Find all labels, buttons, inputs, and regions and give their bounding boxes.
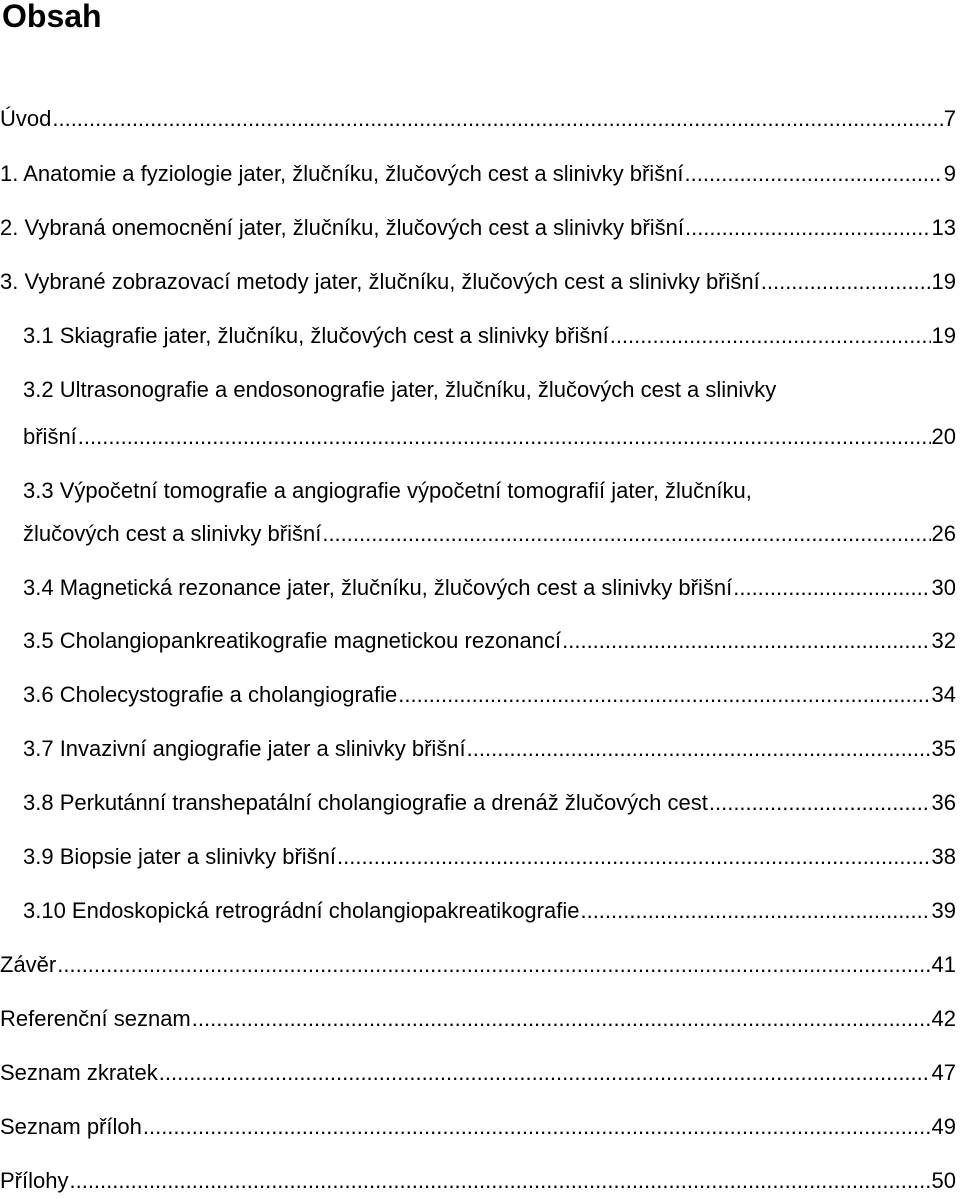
toc-entry-label: 3.9 Biopsie jater a slinivky břišní bbox=[23, 844, 337, 869]
dot-leader bbox=[192, 1005, 931, 1033]
toc-entry-page: 13 bbox=[931, 215, 956, 240]
toc-entry-label: Referenční seznam bbox=[0, 1006, 191, 1031]
toc-entry-label: Seznam zkratek bbox=[0, 1060, 158, 1085]
toc-entry-page: 42 bbox=[931, 1006, 956, 1031]
toc-entry-page: 30 bbox=[931, 575, 956, 600]
toc-entry-seznam-priloh[interactable] bbox=[0, 1113, 956, 1141]
dot-leader bbox=[761, 268, 931, 296]
toc-entry-section-3-4[interactable] bbox=[23, 574, 956, 602]
toc-entry-section-3-3-line1[interactable] bbox=[23, 477, 920, 505]
toc-entry-page: 7 bbox=[943, 106, 956, 131]
toc-entry-label: 3.7 Invazivní angiografie jater a slinivky břišní bbox=[23, 736, 466, 761]
dot-leader bbox=[69, 1167, 930, 1195]
toc-entry-label: 3.4 Magnetická rezonance jater, žlučníku, žlučových cest a slinivky břišní bbox=[23, 575, 733, 600]
dot-leader bbox=[685, 160, 943, 188]
toc-entry-label: 2. Vybraná onemocnění jater, žlučníku, žlučových cest a slinivky břišní bbox=[0, 215, 684, 240]
toc-entry-section-3-5[interactable] bbox=[23, 627, 956, 655]
dot-leader bbox=[709, 789, 931, 817]
toc-entry-label: 3.6 Cholecystografie a cholangiografie bbox=[23, 682, 398, 707]
toc-entry-page: 26 bbox=[931, 521, 956, 546]
dot-leader bbox=[398, 681, 930, 709]
toc-entry-referencni-seznam[interactable] bbox=[0, 1005, 956, 1033]
toc-entry-page: 20 bbox=[931, 424, 956, 449]
toc-entry-page: 34 bbox=[931, 682, 956, 707]
dot-leader bbox=[143, 1113, 931, 1141]
toc-entry-label: žlučových cest a slinivky břišní bbox=[23, 521, 322, 546]
toc-entry-page: 38 bbox=[931, 844, 956, 869]
dot-leader bbox=[467, 735, 931, 763]
toc-entry-section-3-6[interactable] bbox=[23, 681, 956, 709]
toc-entry-label: 1. Anatomie a fyziologie jater, žlučníku, žlučových cest a slinivky břišní bbox=[0, 161, 684, 186]
page-title: Obsah bbox=[2, 0, 102, 34]
toc-entry-section-3-2[interactable] bbox=[23, 423, 956, 451]
toc-entry-label: břišní bbox=[23, 424, 77, 449]
toc-entry-page: 49 bbox=[931, 1114, 956, 1139]
toc-entry-chapter-2[interactable] bbox=[0, 214, 956, 242]
dot-leader bbox=[337, 843, 930, 871]
toc-entry-label: 3.3 Výpočetní tomografie a angiografie výpočetní tomografií jater, žlučníku, bbox=[23, 478, 752, 503]
dot-leader bbox=[57, 951, 930, 979]
toc-entry-page: 47 bbox=[931, 1060, 956, 1085]
toc-entry-section-3-8[interactable] bbox=[23, 789, 956, 817]
toc-entry-zaver[interactable] bbox=[0, 951, 956, 979]
toc-entry-page: 32 bbox=[931, 628, 956, 653]
toc-entry-page: 19 bbox=[931, 269, 956, 294]
toc-entry-section-3-7[interactable] bbox=[23, 735, 956, 763]
toc-entry-page: 19 bbox=[931, 323, 956, 348]
toc-entry-page: 35 bbox=[931, 736, 956, 761]
toc-entry-chapter-1[interactable] bbox=[0, 160, 956, 188]
dot-leader bbox=[580, 897, 930, 925]
toc-entry-chapter-3[interactable] bbox=[0, 268, 956, 296]
dot-leader bbox=[322, 520, 930, 548]
toc-entry-page: 36 bbox=[931, 790, 956, 815]
toc-entry-label: Přílohy bbox=[0, 1168, 69, 1193]
dot-leader bbox=[685, 214, 931, 242]
toc-entry-section-3-3[interactable] bbox=[23, 520, 956, 548]
toc-entry-label: 3.8 Perkutánní transhepatální cholangiografie a drenáž žlučových cest bbox=[23, 790, 708, 815]
toc-entry-page: 50 bbox=[931, 1168, 956, 1193]
toc-entry-prilohy[interactable] bbox=[0, 1167, 956, 1195]
toc-entry-page: 39 bbox=[931, 898, 956, 923]
dot-leader bbox=[610, 322, 931, 350]
dot-leader bbox=[159, 1059, 931, 1087]
toc-entry-section-3-10[interactable] bbox=[23, 897, 956, 925]
toc-entry-label: 3.10 Endoskopická retrográdní cholangiopakreatikografie bbox=[23, 898, 580, 923]
toc-entry-uvod[interactable] bbox=[0, 105, 956, 133]
toc-entry-seznam-zkratek[interactable] bbox=[0, 1059, 956, 1087]
toc-entry-label: Seznam příloh bbox=[0, 1114, 142, 1139]
toc-entry-section-3-1[interactable] bbox=[23, 322, 956, 350]
toc-entry-section-3-9[interactable] bbox=[23, 843, 956, 871]
toc-entry-label: 3.2 Ultrasonografie a endosonografie jater, žlučníku, žlučových cest a slinivky bbox=[23, 377, 777, 402]
toc-entry-label: Úvod bbox=[0, 106, 52, 131]
toc-entry-page: 9 bbox=[943, 161, 956, 186]
dot-leader bbox=[52, 105, 942, 133]
toc-entry-page: 41 bbox=[931, 952, 956, 977]
dot-leader bbox=[78, 423, 931, 451]
toc-entry-label: 3. Vybrané zobrazovací metody jater, žlučníku, žlučových cest a slinivky břišní bbox=[0, 269, 760, 294]
toc-entry-label: 3.1 Skiagrafie jater, žlučníku, žlučových cest a slinivky břišní bbox=[23, 323, 609, 348]
dot-leader bbox=[562, 627, 930, 655]
toc-entry-label: Závěr bbox=[0, 952, 57, 977]
toc-entry-section-3-2-line1[interactable] bbox=[23, 376, 920, 404]
toc-entry-label: 3.5 Cholangiopankreatikografie magnetickou rezonancí bbox=[23, 628, 562, 653]
dot-leader bbox=[733, 574, 930, 602]
